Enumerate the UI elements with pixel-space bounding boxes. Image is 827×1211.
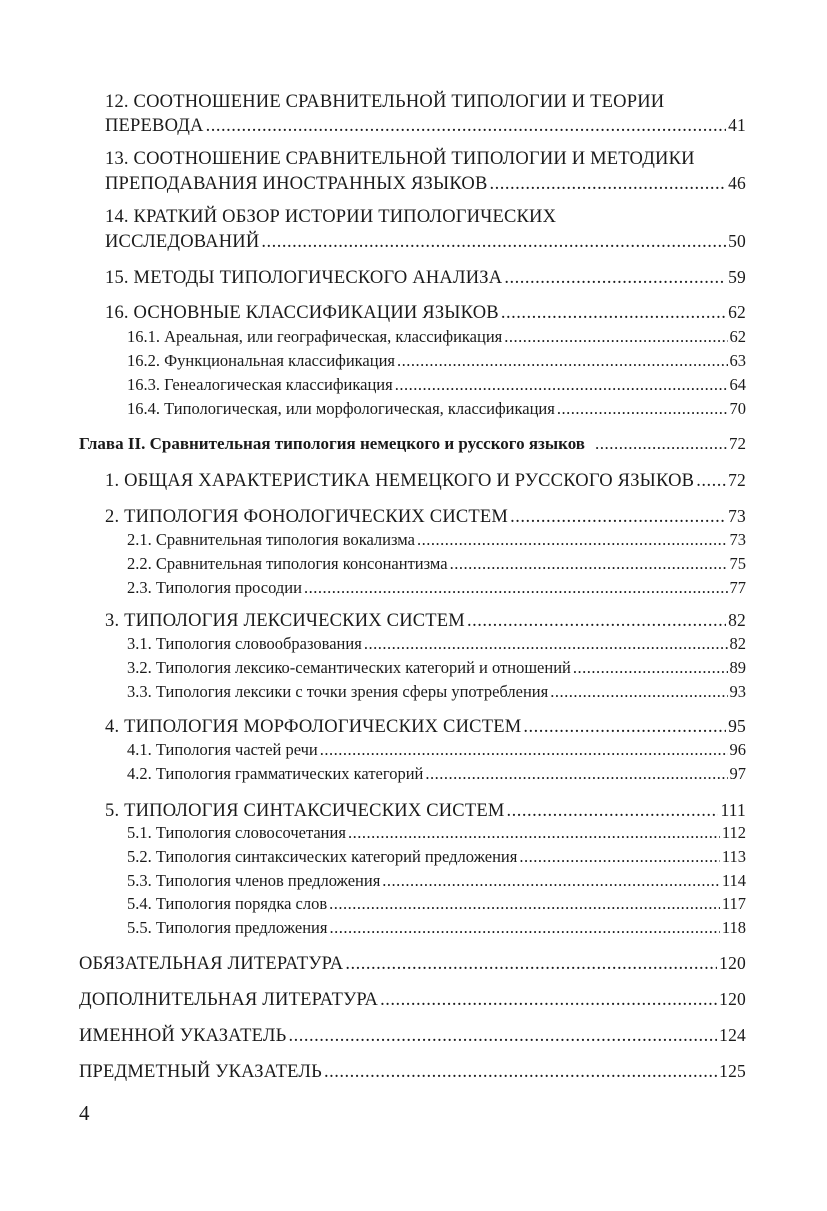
toc-entry-title: 5.2. Типология синтаксических категорий предложения xyxy=(127,847,518,866)
toc-entry-title: 4.1. Типология частей речи xyxy=(127,740,318,759)
toc-entry-title: 3.2. Типология лексико-семантических категорий и отношений xyxy=(127,658,571,677)
dot-leader xyxy=(380,990,717,1011)
toc-page-number: 117 xyxy=(721,894,746,913)
toc-entry-title: 5.1. Типология словосочетания xyxy=(127,823,346,842)
toc-page-number: 82 xyxy=(729,634,746,653)
dot-leader xyxy=(261,232,726,253)
toc-entry-c3-1 xyxy=(127,634,746,654)
toc-entry-c2-3 xyxy=(127,578,746,598)
toc-entry-title: 2.2. Сравнительная типология консонантизма xyxy=(127,554,448,573)
toc-entry-title: ПРЕДМЕТНЫЙ УКАЗАТЕЛЬ xyxy=(79,1062,322,1082)
toc-entry-12-line1: 12. СООТНОШЕНИЕ СРАВНИТЕЛЬНОЙ ТИПОЛОГИИ И ТЕОРИИ xyxy=(105,92,665,112)
toc-entry-16-3 xyxy=(127,375,746,395)
toc-entry-14-line1: 14. КРАТКИЙ ОБЗОР ИСТОРИИ ТИПОЛОГИЧЕСКИХ xyxy=(105,207,557,227)
dot-leader xyxy=(519,847,720,867)
toc-entry-c5-5 xyxy=(127,918,746,938)
toc-page-number: 93 xyxy=(729,682,746,701)
dot-leader xyxy=(329,918,719,938)
toc-page-number: 72 xyxy=(729,434,746,453)
toc-page-number: 72 xyxy=(728,470,746,490)
toc-chapter-title: Глава II. Сравнительная типология немецкого и русского языков xyxy=(79,434,585,453)
dot-leader xyxy=(417,530,728,550)
toc-entry-title: 1. ОБЩАЯ ХАРАКТЕРИСТИКА НЕМЕЦКОГО И РУССКОГО ЯЗЫКОВ xyxy=(105,471,695,491)
toc-page-number: 97 xyxy=(729,764,746,783)
dot-leader xyxy=(304,578,728,598)
toc-entry-c4-2 xyxy=(127,764,746,784)
toc-entry-c3 xyxy=(105,610,746,632)
toc-entry-13-line1: 13. СООТНОШЕНИЕ СРАВНИТЕЛЬНОЙ ТИПОЛОГИИ И МЕТОДИКИ xyxy=(105,149,695,169)
dot-leader xyxy=(329,894,720,914)
toc-entry-c5-3 xyxy=(127,871,746,891)
dot-leader xyxy=(320,740,728,760)
toc-page-number: 73 xyxy=(728,506,746,526)
toc-page-number: 114 xyxy=(721,871,746,890)
toc-entry-16 xyxy=(105,302,746,324)
toc-entry-required-literature xyxy=(79,953,746,975)
dot-leader xyxy=(450,554,728,574)
toc-entry-15 xyxy=(105,267,746,289)
toc-entry-title: 16.2. Функциональная классификация xyxy=(127,351,396,370)
toc-entry-name-index xyxy=(79,1025,746,1047)
toc-entry-title: 3.3. Типология лексики с точки зрения сферы употребления xyxy=(127,682,549,701)
toc-entry-title: ИССЛЕДОВАНИЙ xyxy=(105,232,260,252)
toc-entry-title: ПРЕПОДАВАНИЯ ИНОСТРАННЫХ ЯЗЫКОВ xyxy=(105,174,488,194)
toc-entry-16-2 xyxy=(127,351,746,371)
toc-entry-c5-1 xyxy=(127,823,746,843)
toc-entry-c4 xyxy=(105,716,746,738)
toc-entry-title: 5. ТИПОЛОГИЯ СИНТАКСИЧЕСКИХ СИСТЕМ xyxy=(105,801,505,821)
toc-entry-c2-2 xyxy=(127,554,746,574)
toc-entry-c2 xyxy=(105,506,746,528)
toc-page-number: 63 xyxy=(729,351,746,370)
toc-entry-additional-literature xyxy=(79,989,746,1011)
toc-entry-c3-2 xyxy=(127,658,746,678)
toc-page-number: 46 xyxy=(728,173,746,193)
toc-page-number: 111 xyxy=(720,800,746,820)
toc-entry-title: ОБЯЗАТЕЛЬНАЯ ЛИТЕРАТУРА xyxy=(79,954,344,974)
toc-page-number: 96 xyxy=(729,740,746,759)
dot-leader xyxy=(504,268,726,289)
toc-page-number: 125 xyxy=(719,1061,746,1081)
toc-page-number: 82 xyxy=(728,610,746,630)
toc-entry-title: 16.3. Генеалогическая классификация xyxy=(127,375,393,394)
toc-entry-c5-2 xyxy=(127,847,746,867)
toc-entry-title: 4.2. Типология грамматических категорий xyxy=(127,764,424,783)
toc-entry-16-4 xyxy=(127,399,746,419)
dot-leader xyxy=(395,375,728,395)
toc-entry-title: 5.4. Типология порядка слов xyxy=(127,894,328,913)
toc-page-number: 124 xyxy=(719,1025,746,1045)
toc-entry-c4-1 xyxy=(127,740,746,760)
dot-leader xyxy=(557,399,728,419)
dot-leader xyxy=(348,823,720,843)
toc-entry-16-1 xyxy=(127,327,746,347)
dot-leader xyxy=(573,658,728,678)
toc-entry-title: 5.5. Типология предложения xyxy=(127,918,328,937)
toc-entry-c1 xyxy=(105,470,746,492)
toc-entry-title: 2. ТИПОЛОГИЯ ФОНОЛОГИЧЕСКИХ СИСТЕМ xyxy=(105,507,509,527)
toc-entry-title: 16. ОСНОВНЫЕ КЛАССИФИКАЦИИ ЯЗЫКОВ xyxy=(105,303,499,323)
toc-page-number: 120 xyxy=(719,989,746,1009)
toc-entry-c5 xyxy=(105,800,746,822)
toc-page-number: 62 xyxy=(729,327,746,346)
dot-leader xyxy=(288,1026,717,1047)
dot-leader xyxy=(467,611,726,632)
toc-entry-title: 2.3. Типология просодии xyxy=(127,578,302,597)
toc-page-number: 73 xyxy=(729,530,746,549)
dot-leader xyxy=(425,764,727,784)
toc-entry-13 xyxy=(105,173,746,195)
dot-leader xyxy=(397,351,727,371)
page-number: 4 xyxy=(79,1101,90,1125)
dot-leader xyxy=(501,303,726,324)
toc-entry-12 xyxy=(105,115,746,137)
toc-page-number: 118 xyxy=(721,918,746,937)
toc-entry-title: 15. МЕТОДЫ ТИПОЛОГИЧЕСКОГО АНАЛИЗА xyxy=(105,268,503,288)
dot-leader xyxy=(510,507,726,528)
dot-leader xyxy=(364,634,728,654)
toc-page-number: 89 xyxy=(729,658,746,677)
toc-page-number: 70 xyxy=(729,399,746,418)
dot-leader xyxy=(595,434,727,454)
toc-page-number: 75 xyxy=(729,554,746,573)
toc-page-number: 112 xyxy=(721,823,746,842)
toc-page-number: 64 xyxy=(729,375,746,394)
toc-entry-c2-1 xyxy=(127,530,746,550)
dot-leader xyxy=(523,717,726,738)
toc-page-number: 50 xyxy=(728,231,746,251)
toc-entry-subject-index xyxy=(79,1061,746,1083)
dot-leader xyxy=(324,1062,717,1083)
toc-entry-title: 4. ТИПОЛОГИЯ МОРФОЛОГИЧЕСКИХ СИСТЕМ xyxy=(105,717,522,737)
toc-entry-title: 3. ТИПОЛОГИЯ ЛЕКСИЧЕСКИХ СИСТЕМ xyxy=(105,611,465,631)
dot-leader xyxy=(696,471,726,492)
toc-entry-title: 16.4. Типологическая, или морфологическая, классификация xyxy=(127,399,555,418)
toc-page-number: 120 xyxy=(719,953,746,973)
toc-entry-title: 16.1. Ареальная, или географическая, классификация xyxy=(127,327,503,346)
toc-entry-title: 5.3. Типология членов предложения xyxy=(127,871,381,890)
dot-leader xyxy=(206,116,726,137)
toc-entry-title: ПЕРЕВОДА xyxy=(105,116,204,136)
toc-entry-title: ИМЕННОЙ УКАЗАТЕЛЬ xyxy=(79,1026,287,1046)
toc-chapter-2 xyxy=(79,434,746,454)
toc-entry-c3-3 xyxy=(127,682,746,702)
toc-page-number: 41 xyxy=(728,115,746,135)
dot-leader xyxy=(550,682,727,702)
toc-entry-title: 3.1. Типология словообразования xyxy=(127,634,362,653)
toc-page-number: 59 xyxy=(728,267,746,287)
toc-entry-title: 2.1. Сравнительная типология вокализма xyxy=(127,530,415,549)
dot-leader xyxy=(504,327,727,347)
toc-page-number: 77 xyxy=(729,578,746,597)
dot-leader xyxy=(382,871,720,891)
toc-page-number: 95 xyxy=(728,716,746,736)
toc-page-number: 113 xyxy=(721,847,746,866)
toc-page-number: 62 xyxy=(728,302,746,322)
toc-entry-c5-4 xyxy=(127,894,746,914)
dot-leader xyxy=(490,174,727,195)
dot-leader xyxy=(507,801,719,822)
toc-entry-title: ДОПОЛНИТЕЛЬНАЯ ЛИТЕРАТУРА xyxy=(79,990,379,1010)
toc-entry-14 xyxy=(105,231,746,253)
dot-leader xyxy=(345,954,717,975)
